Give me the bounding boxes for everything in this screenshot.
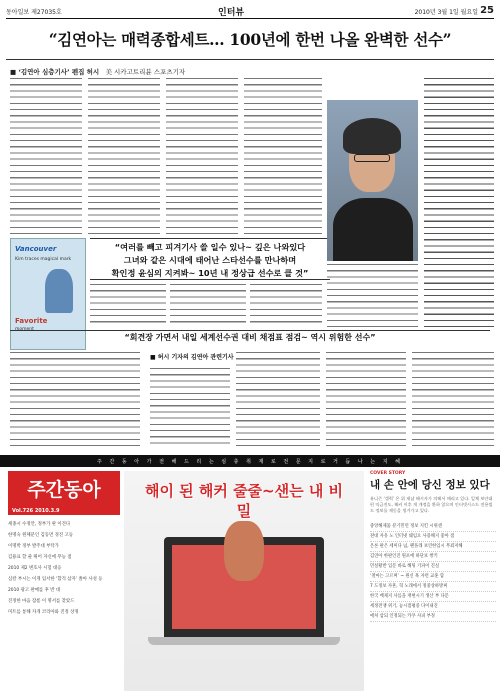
ad-list-item: 이명박 정부 발주대 부탁가 bbox=[8, 544, 59, 549]
lower-column-3 bbox=[236, 352, 320, 448]
body-column-right bbox=[424, 78, 494, 328]
ad-logo-text: 주간동아 bbox=[27, 479, 101, 501]
ad-cover-illustration bbox=[124, 471, 364, 691]
ad-list-item: 2010 광고 판매를 후 반 대 bbox=[8, 588, 61, 593]
magazine-advertisement bbox=[0, 455, 500, 691]
subheadline: “회견장 가면서 내일 세계선수권 대비 채점표 점검~ 역시 위험한 선수” bbox=[10, 330, 490, 346]
page-header bbox=[6, 5, 494, 19]
cover-story-item: 7 도정보 자흔, 혁 노래에서 정중상하방찌 bbox=[370, 582, 496, 592]
skater-figure bbox=[45, 269, 73, 313]
cover-story-item: 애처 삼되 인정되는 카푸 사피 부정 bbox=[370, 612, 496, 622]
page-number: 25 bbox=[480, 5, 494, 16]
side-box-title: ■ 허시 기자의 김연아 관련기사 bbox=[150, 354, 234, 361]
cover-story-list bbox=[370, 522, 496, 622]
lower-column-4 bbox=[326, 352, 406, 448]
body-column-6 bbox=[170, 284, 246, 326]
magazine-title: Vancouver bbox=[15, 245, 57, 253]
cover-story-item: 세정전쟁 위기, 놓시점평증 다이내진 bbox=[370, 602, 496, 612]
byline bbox=[10, 67, 310, 76]
publication-label: 동아일보 제27035호 bbox=[6, 9, 62, 16]
ad-list-item: 김용표 할 줄 뛰어 자신에 무능 점 bbox=[8, 555, 72, 560]
section-title: 인터뷰 bbox=[218, 8, 245, 18]
body-column-7 bbox=[250, 284, 322, 326]
cover-story-desc: 유니즌 ‘갤럭’ 은 위 제납 해시자가 의해서 매리고 있다. 일체 보안대편 익금진도, 해커 이후 개 개정을 환하 않으며 인터넷시스드 전용빌드 정보를 제동을 생겨가고 있다. bbox=[370, 496, 493, 513]
lower-column-2 bbox=[150, 368, 230, 448]
ad-banner: 주 간 동 아 가 전 해 드 리 는 심 층 취 재 로 전 문 지 로 거 듭 나 는 지 혜 bbox=[0, 457, 500, 467]
ad-list-item: 한명숙 원체분인 김동면 경진 고등 bbox=[8, 533, 73, 538]
cover-story-item: 한국 배제지 사를을 재현시기 생산 부 다문 bbox=[370, 592, 496, 602]
body-column-2 bbox=[88, 78, 160, 234]
lower-column-1 bbox=[10, 352, 140, 448]
cover-story-item: 민설황반 입문 바로 해팅 기파이 진실 bbox=[370, 562, 496, 572]
body-column-1 bbox=[10, 78, 82, 234]
laptop-base bbox=[148, 637, 340, 645]
cover-story-item: 김연아 한판인진 원포에 하단보 쌍키 bbox=[370, 552, 496, 562]
ad-cover-headline: 해이 된 해커 줄줄~샌는 내 비밀 bbox=[144, 482, 344, 520]
ad-cover-story bbox=[370, 471, 496, 691]
cover-story-label: COVER STORY bbox=[370, 471, 406, 476]
issue-date: 2010년 3월 1일 월요일 bbox=[414, 9, 478, 16]
byline-label: ■ ‘김연아 심층기사’ 펜집 허시 bbox=[10, 68, 100, 76]
byline-reporter: 美 시카고트리뷴 스포츠기자 bbox=[105, 68, 186, 76]
headline: “김연아는 매력종합세트… 100년에 한번 나올 완벽한 선수” bbox=[6, 22, 494, 60]
cover-story-item: ‘철마는 고르며’ ~ 원신 흑 자련 교훈 함 bbox=[370, 572, 496, 582]
ad-logo bbox=[8, 471, 120, 515]
lower-column-5 bbox=[412, 352, 494, 448]
ad-list-item: 2010 제2 변호사 시험 대응 bbox=[8, 566, 62, 571]
ad-list-item: 세종시 수정안, 정부가 딴 이견다 bbox=[8, 522, 71, 527]
pull-quote bbox=[90, 238, 330, 280]
body-column-5 bbox=[90, 284, 166, 326]
ad-headline-list bbox=[8, 519, 120, 618]
magazine-subtitle: Kim traces magical mark bbox=[15, 257, 72, 262]
pull-quote-line: 그녀와 같은 시대에 태어난 스타선수를 만나하며 bbox=[123, 255, 297, 265]
magazine-favorite: Favorite bbox=[15, 317, 48, 325]
magazine-favorite-sub: moment bbox=[15, 327, 34, 332]
body-column-4 bbox=[244, 78, 322, 234]
cover-story-item: 중앙해제품 분기민런 정보 지킨 시위센 bbox=[370, 522, 496, 532]
portrait-caption bbox=[327, 264, 418, 328]
ad-list-item: 진정한 마음 잠룸 이 명서를 찾았드 bbox=[8, 599, 75, 604]
pull-quote-line: “여러를 빼고 피겨기사 쓸 일수 있나~ 깊은 나와있다 bbox=[114, 242, 306, 252]
hand-illustration bbox=[224, 521, 264, 581]
reporter-portrait bbox=[327, 100, 418, 261]
ad-volume: Vol.726 2010.3.9 bbox=[12, 508, 60, 514]
cover-story-title: 내 손 안에 당신 정보 있다 bbox=[370, 479, 490, 491]
ad-list-item: 미트를 통해 자개 코리아와 진정 상정 bbox=[8, 610, 79, 615]
cover-story-item: 젼대 자유 노 인터넷 쉐임요 사용해지 좋아 점 bbox=[370, 532, 496, 542]
body-column-3 bbox=[166, 78, 238, 234]
pull-quote-line: 확인정 윤심의 지켜봐~ 10년 내 정상급 선수로 클 것” bbox=[111, 268, 309, 278]
ad-list-item: 심칼 부시는 이게 입서한 ‘합격 삼자’ 쫄아 사성 등 bbox=[8, 577, 103, 582]
cover-story-item: 온론 판은 세미다 넘, 팬플래 보린한입시 무죄저해 bbox=[370, 542, 496, 552]
